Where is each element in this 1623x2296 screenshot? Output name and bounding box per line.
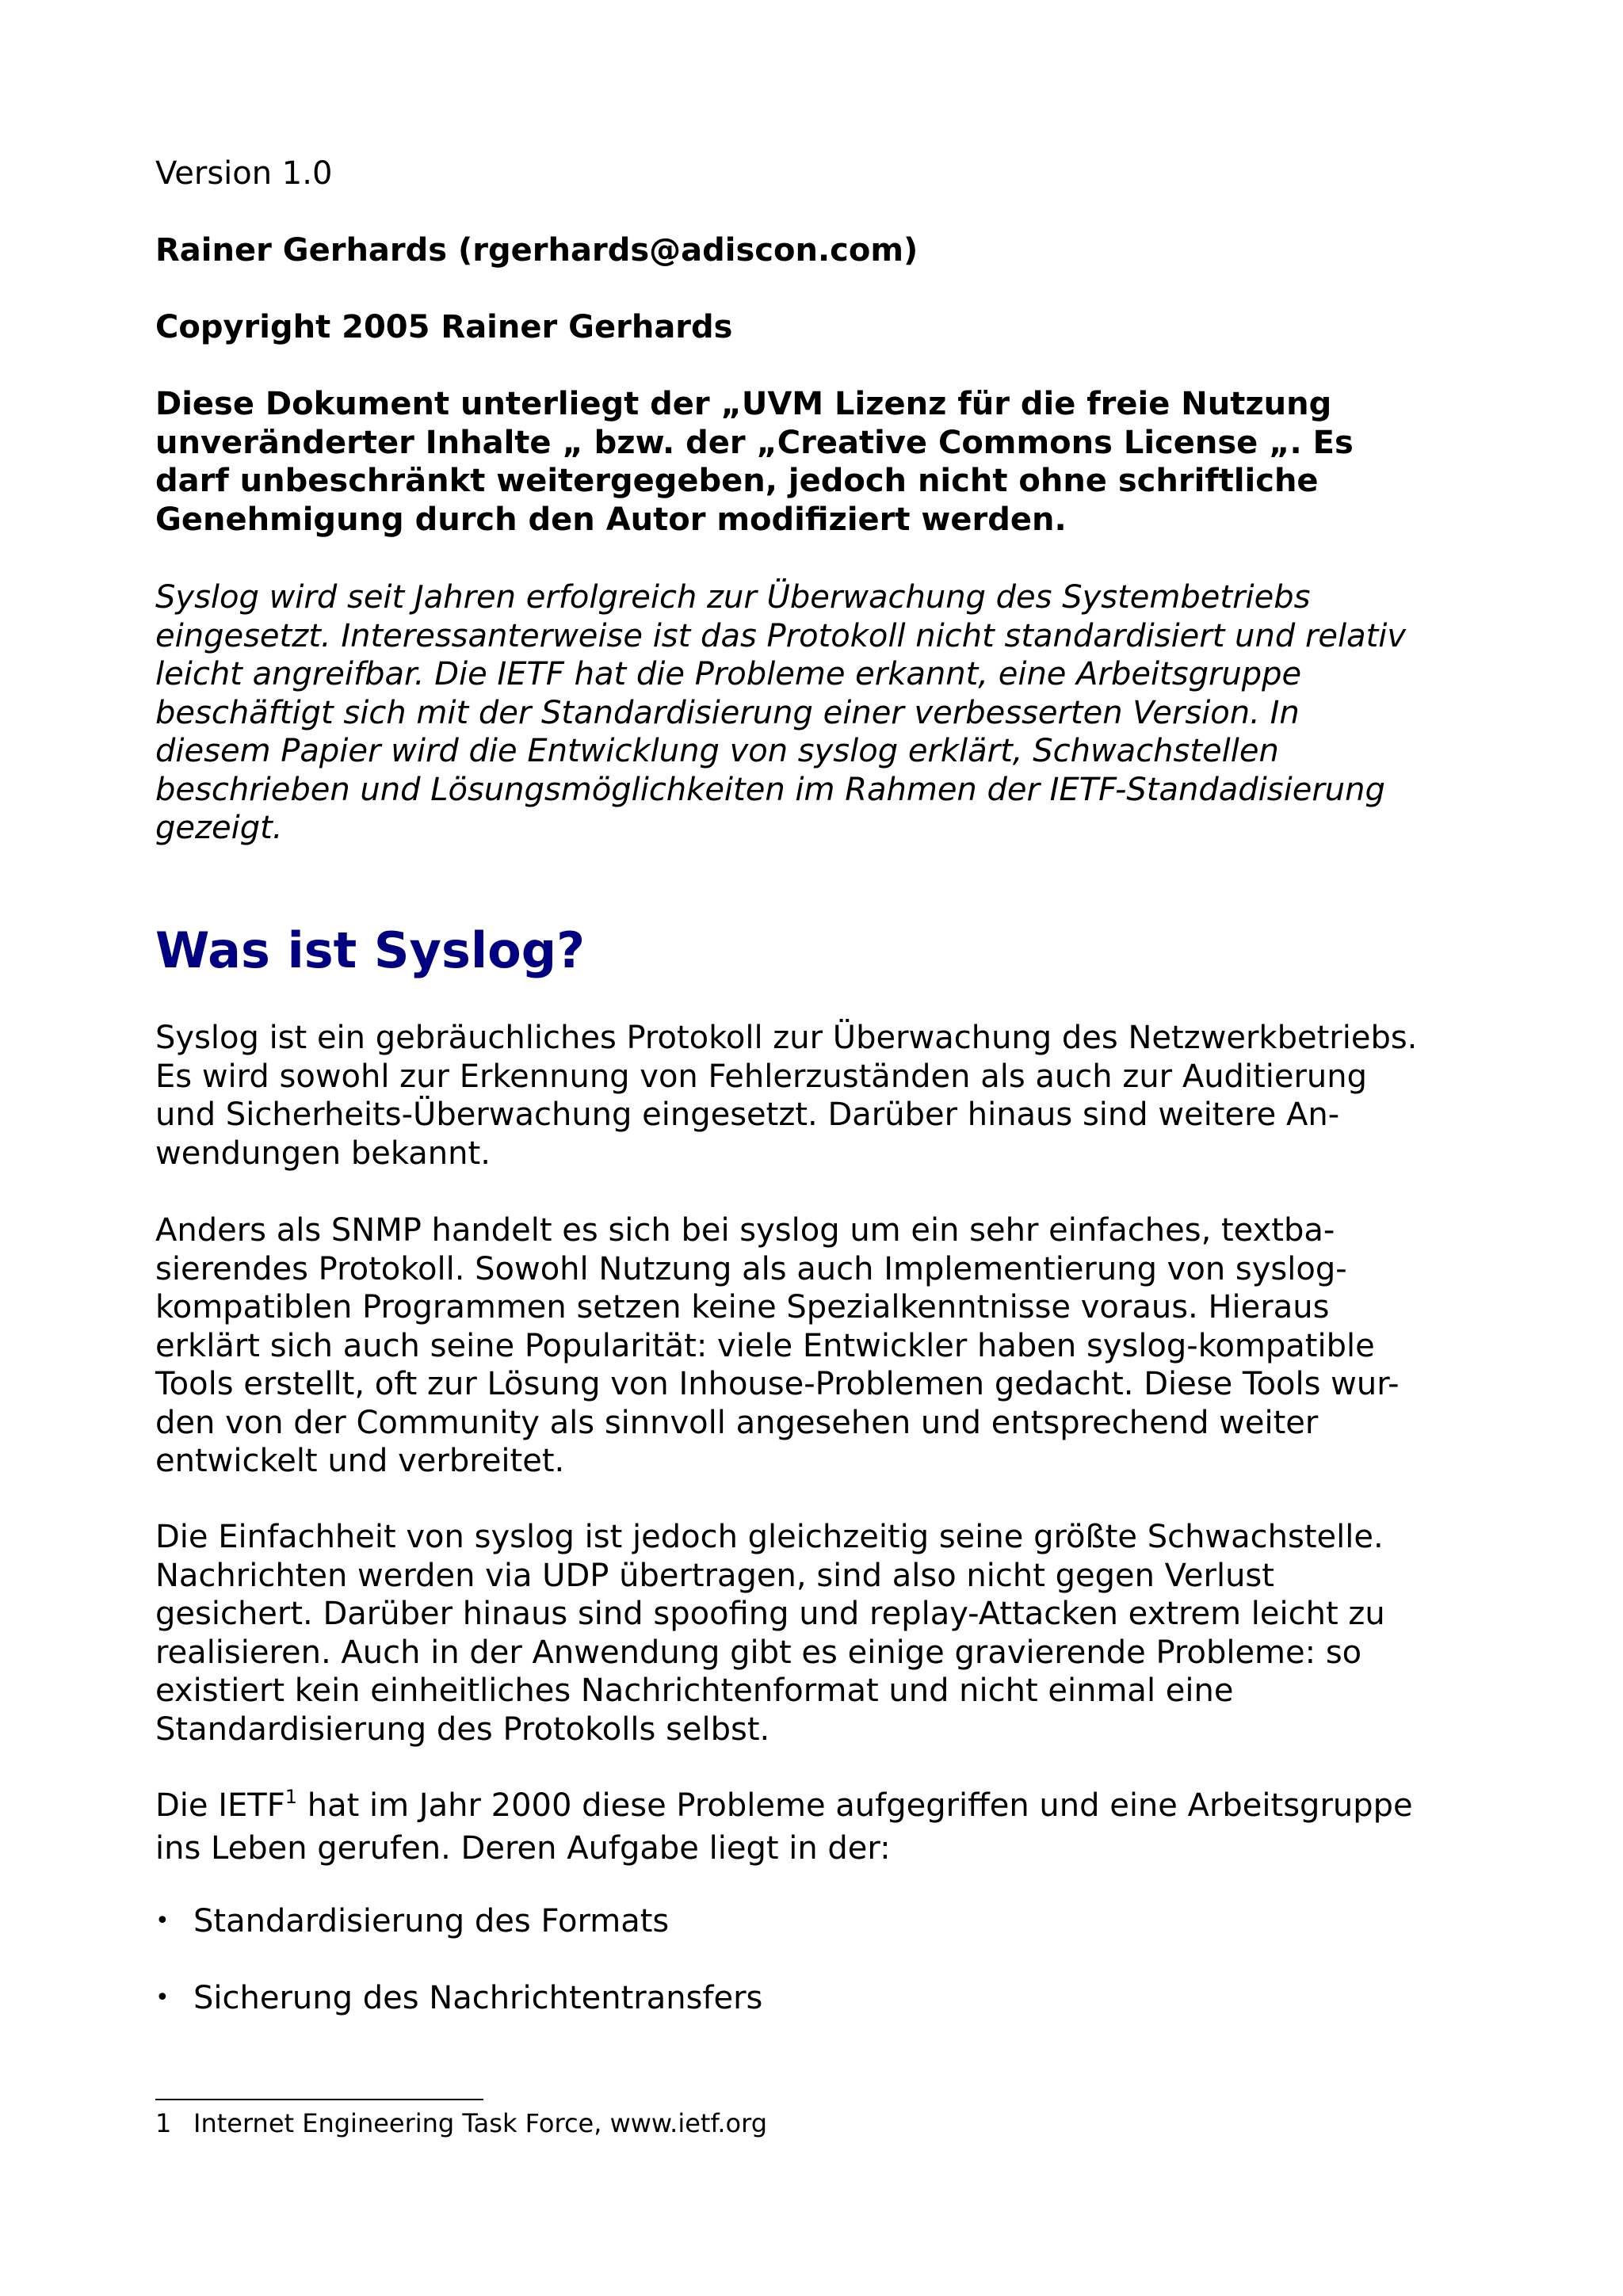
abstract <box>155 578 1487 848</box>
paragraph-weakness <box>155 1518 1487 1749</box>
footnote-number: 1 <box>155 2108 172 2138</box>
author-line: Rainer Gerhards (rgerhards@adiscon.com) <box>155 232 918 269</box>
abstract-line: eingesetzt. Interessanterweise ist das Protokoll nicht standardisiert und relativ <box>155 617 1407 654</box>
license-line: Diese Dokument unterliegt der „UVM Lizenz für die freie Nutzung <box>155 386 1332 422</box>
license-notice <box>155 385 1487 539</box>
footnote-text: Internet Engineering Task Force, www.ietf.org <box>193 2108 768 2138</box>
paragraph-line: und Sicherheits-Überwachung eingesetzt. Darüber hinaus sind weitere An- <box>155 1097 1340 1133</box>
abstract-line: beschrieben und Lösungsmöglichkeiten im Rahmen der IETF-Standadisierung <box>155 771 1385 808</box>
license-line: unveränderter Inhalte „ bzw. der „Creative Commons License „. Es <box>155 424 1354 461</box>
paragraph-line: sierendes Protokoll. Sowohl Nutzung als auch Implementierung von syslog- <box>155 1250 1347 1287</box>
paragraph-line: kompatiblen Programmen setzen keine Spezialkenntnisse voraus. Hieraus <box>155 1289 1330 1325</box>
abstract-line: Syslog wird seit Jahren erfolgreich zur Überwachung des Systembetriebs <box>155 579 1311 616</box>
bullet-icon: • <box>155 1907 170 1935</box>
bullet-icon: • <box>155 1984 170 2012</box>
paragraph-line: Syslog ist ein gebräuchliches Protokoll zur Überwachung des Netzwerkbetriebs. <box>155 1020 1418 1056</box>
footnote-separator <box>155 2099 483 2100</box>
list-item-text: Sicherung des Nachrichtentransfers <box>193 1980 763 2016</box>
paragraph-snmp <box>155 1211 1487 1481</box>
copyright-line: Copyright 2005 Rainer Gerhards <box>155 309 733 345</box>
paragraph-line: Die IETF$^1$ hat im Jahr 2000 diese Probleme aufgegriffen und eine Arbeitsgruppe <box>155 1786 1413 1824</box>
paragraph-line: existiert kein einheitliches Nachrichtenformat und nicht einmal eine <box>155 1672 1234 1709</box>
license-line: Genehmigung durch den Autor modifiziert werden. <box>155 501 1067 538</box>
paragraph-line: Die Einfachheit von syslog ist jedoch gleichzeitig seine größte Schwachstelle. <box>155 1519 1384 1555</box>
section-heading: Was ist Syslog? <box>155 921 586 979</box>
paragraph-ietf <box>155 1787 1487 1867</box>
paragraph-line: erklärt sich auch seine Popularität: viele Entwickler haben syslog-kompatible <box>155 1327 1375 1364</box>
paragraph-line: Anders als SNMP handelt es sich bei syslog um ein sehr einfaches, textba- <box>155 1212 1335 1249</box>
abstract-line: gezeigt. <box>155 810 283 846</box>
abstract-line: leicht angreifbar. Die IETF hat die Probleme erkannt, eine Arbeitsgruppe <box>155 656 1302 692</box>
paragraph-intro <box>155 1019 1487 1173</box>
paragraph-line: realisieren. Auch in der Anwendung gibt es einige gravierende Probleme: so <box>155 1634 1362 1671</box>
abstract-line: diesem Papier wird die Entwicklung von syslog erklärt, Schwachstellen <box>155 733 1279 769</box>
paragraph-line: gesichert. Darüber hinaus sind spoofing und replay-Attacken extrem leicht zu <box>155 1596 1385 1632</box>
version-line: Version 1.0 <box>155 155 333 192</box>
paragraph-line: Tools erstellt, oft zur Lösung von Inhouse-Problemen gedacht. Diese Tools wur- <box>155 1366 1400 1402</box>
footnote-reference[interactable]: 1 <box>285 1786 298 1808</box>
license-line: darf unbeschränkt weitergegeben, jedoch nicht ohne schriftliche <box>155 463 1319 499</box>
abstract-line: beschäftigt sich mit der Standardisierung einer verbesserten Version. In <box>155 694 1300 731</box>
paragraph-line: Es wird sowohl zur Erkennung von Fehlerzuständen als auch zur Auditierung <box>155 1058 1368 1095</box>
paragraph-line: entwickelt und verbreitet. <box>155 1443 565 1479</box>
paragraph-line: Standardisierung des Protokolls selbst. <box>155 1711 770 1748</box>
paragraph-line: wendungen bekannt. <box>155 1135 491 1172</box>
paragraph-line: ins Leben gerufen. Deren Aufgabe liegt in der: <box>155 1829 891 1867</box>
paragraph-line: den von der Community als sinnvoll angesehen und entsprechend weiter <box>155 1404 1319 1441</box>
paragraph-line: Nachrichten werden via UDP übertragen, sind also nicht gegen Verlust <box>155 1557 1274 1594</box>
list-item-text: Standardisierung des Formats <box>193 1903 670 1939</box>
